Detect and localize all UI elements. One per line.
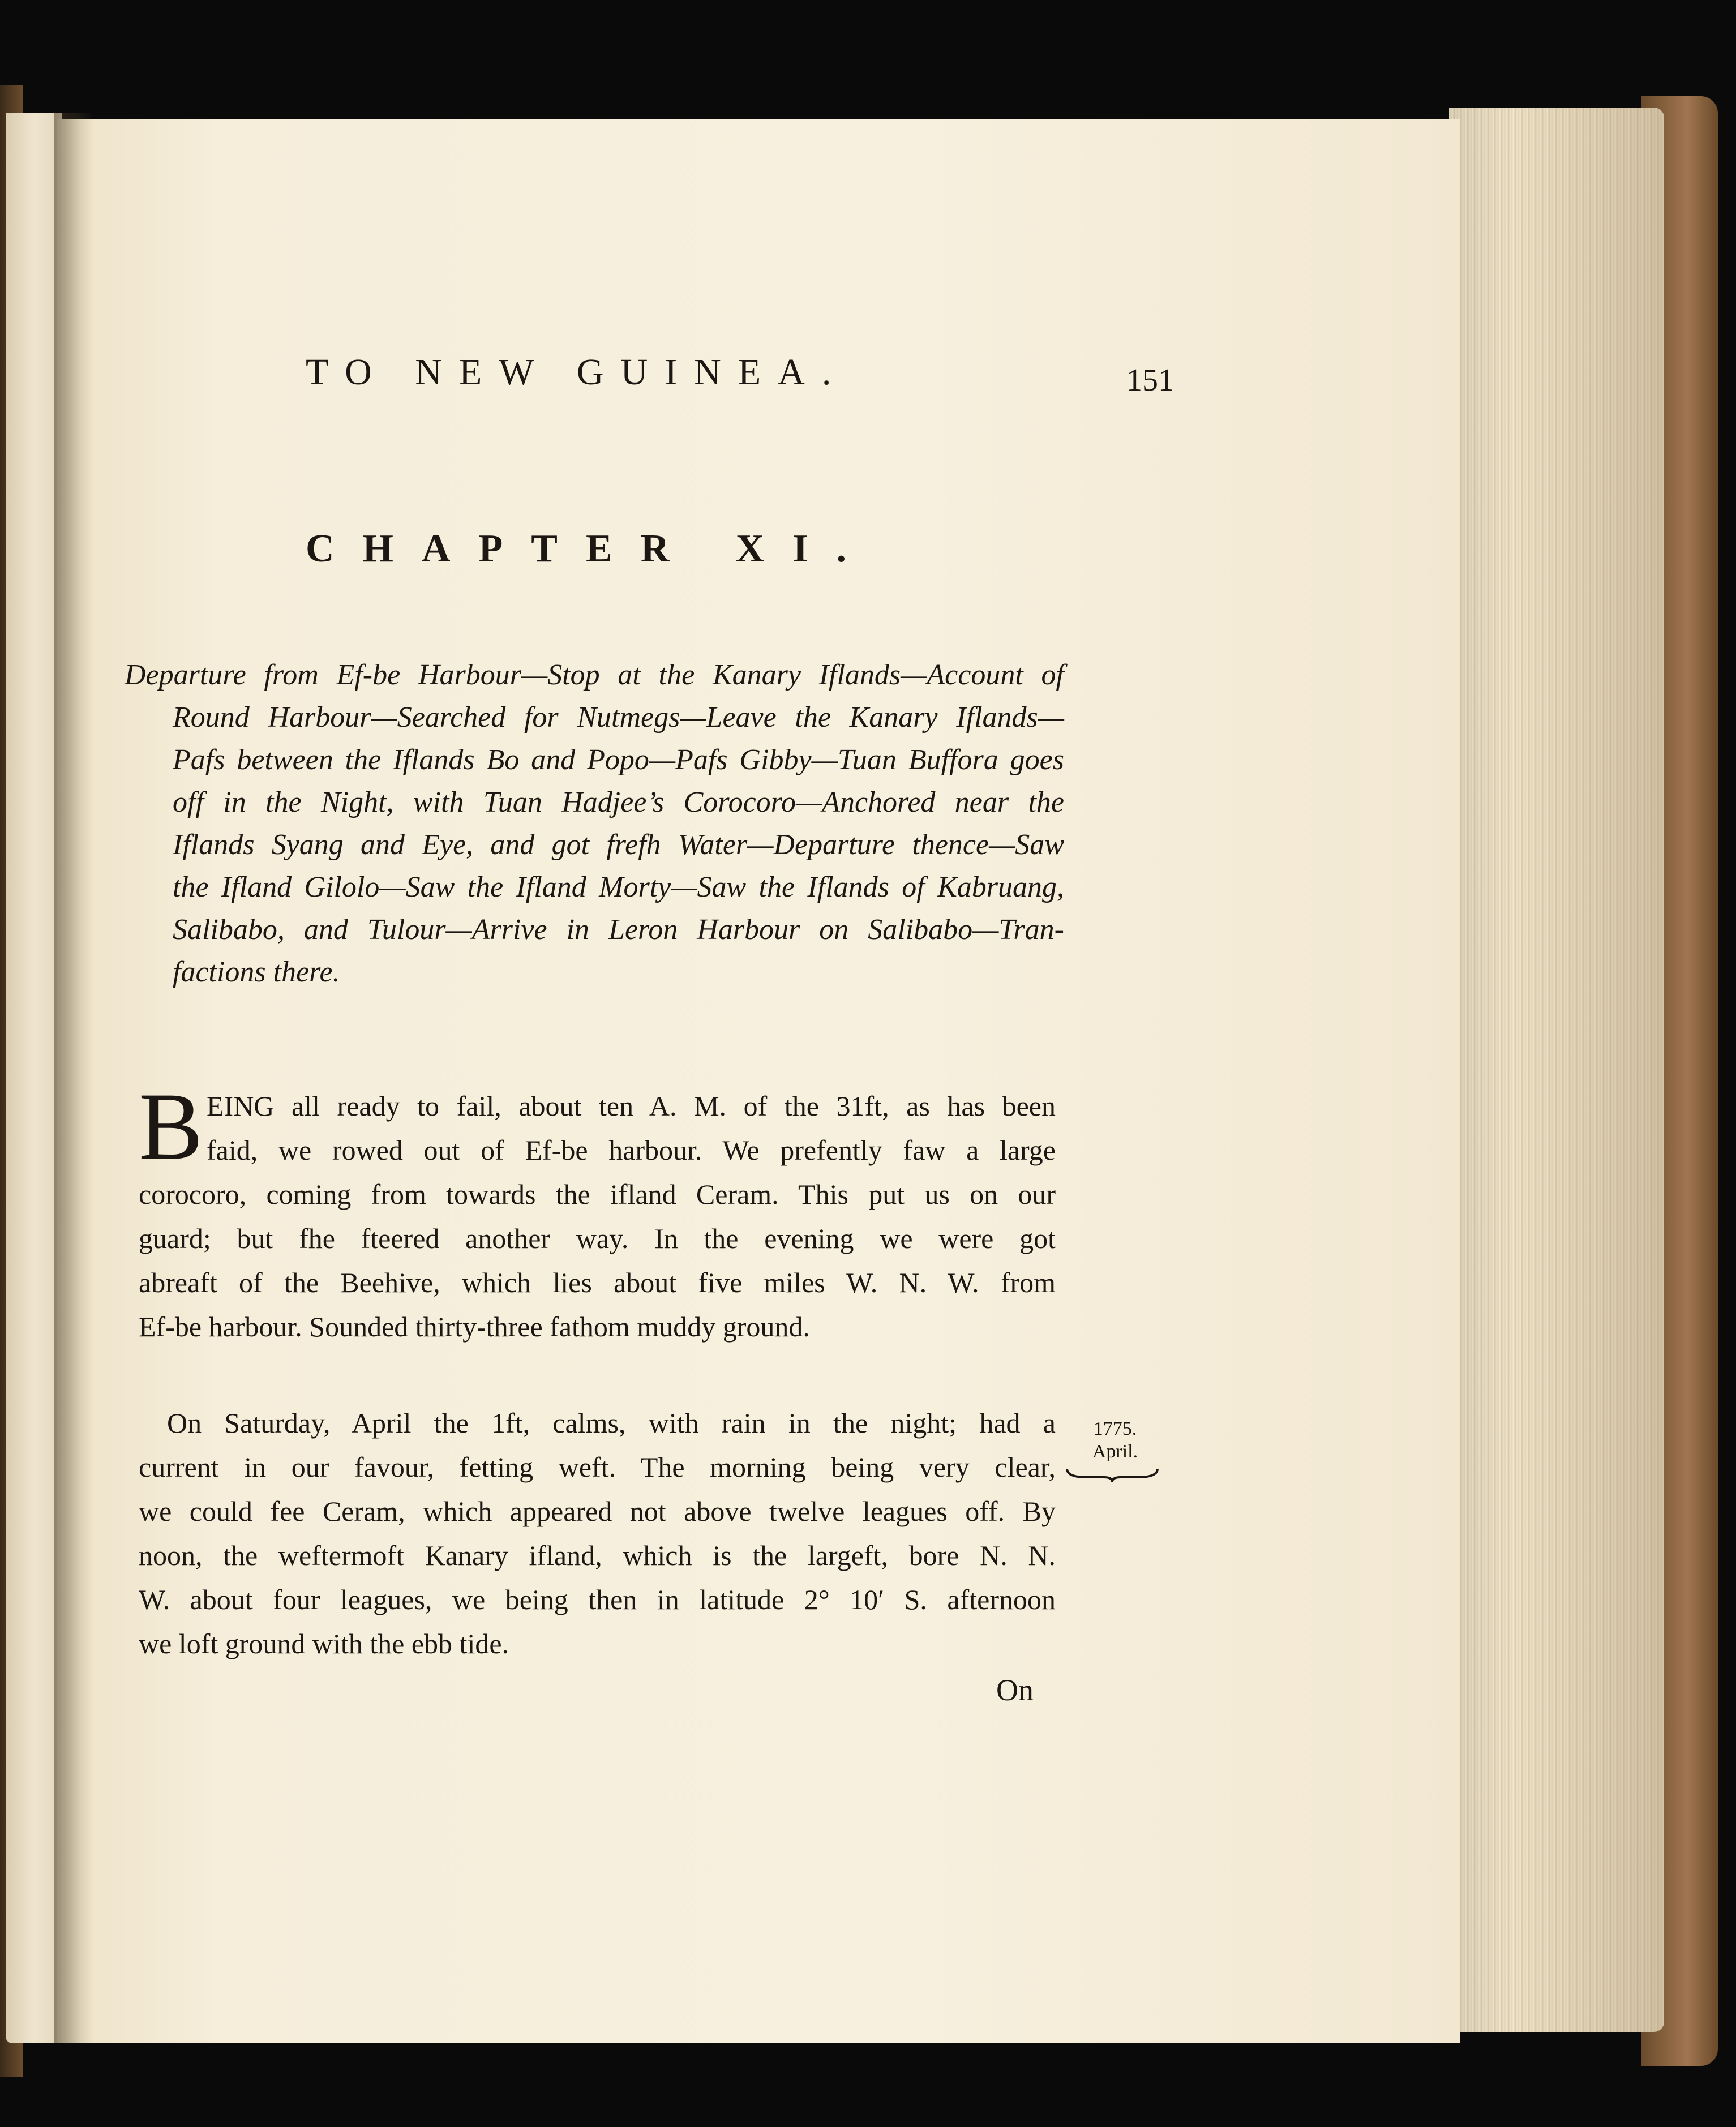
paragraph-line: EING all ready to fail, about ten A. M. of the 31ft, as has been: [207, 1090, 1056, 1122]
summary-line: off in the Night, with Tuan Hadjee’s Corocoro—Anchored near the: [173, 786, 1064, 818]
running-head: TO NEW GUINEA.: [306, 351, 848, 393]
summary-line: the Ifland Gilolo—Saw the Ifland Morty—Saw the Iflands of Kabruang,: [173, 871, 1064, 903]
paragraph-line: W. about four leagues, we being then in latitude 2° 10′ S. afternoon: [139, 1584, 1056, 1615]
paragraph-line: On Saturday, April the 1ft, calms, with rain in the night; had a: [167, 1407, 1056, 1439]
paragraph-1: [139, 1073, 1056, 1349]
catchword: On: [996, 1673, 1034, 1707]
paragraph-line: noon, the weftermoft Kanary ifland, which is the largeft, bore N. N.: [139, 1539, 1056, 1571]
paragraph-line: faid, we rowed out of Ef-be harbour. We prefently faw a large: [207, 1134, 1056, 1166]
paragraph-2: [139, 1401, 1056, 1666]
paragraph-line: we could fee Ceram, which appeared not above twelve leagues off. By: [139, 1495, 1056, 1527]
summary-line: Iflands Syang and Eye, and got frefh Water—Departure thence—Saw: [173, 829, 1064, 861]
chapter-title: CHAPTER XI.: [306, 527, 875, 571]
summary-line: Salibabo, and Tulour—Arrive in Leron Harbour on Salibabo—Tran-: [173, 914, 1064, 946]
paragraph-line: current in our favour, fetting weft. The morning being very clear,: [139, 1451, 1056, 1483]
chapter-summary: [125, 654, 1064, 993]
paragraph-line: abreaft of the Beehive, which lies about five miles W. N. W. from: [139, 1267, 1056, 1298]
summary-line: Round Harbour—Searched for Nutmegs—Leave the Kanary Iflands—: [173, 701, 1064, 734]
summary-line: Departure from Ef-be Harbour—Stop at the Kanary Iflands—Account of: [125, 659, 1064, 691]
margin-brace-icon: [1064, 1466, 1160, 1483]
summary-line: Pafs between the Iflands Bo and Popo—Pafs Gibby—Tuan Buffora goes: [173, 744, 1064, 776]
paragraph-line: guard; but fhe fteered another way. In the evening we were got: [139, 1223, 1056, 1254]
margin-note-month: April.: [1092, 1441, 1138, 1462]
paragraph-line: Ef-be harbour. Sounded thirty-three fathom muddy ground.: [139, 1311, 810, 1343]
paragraph-line: we loft ground with the ebb tide.: [139, 1628, 509, 1659]
paragraph-line: corocoro, coming from towards the ifland Ceram. This put us on our: [139, 1178, 1056, 1210]
margin-note: [1073, 1418, 1158, 1463]
margin-note-year: 1775.: [1093, 1418, 1137, 1439]
drop-cap: B: [139, 1073, 203, 1180]
page-number: 151: [1126, 363, 1174, 398]
summary-line: factions there.: [173, 956, 340, 988]
